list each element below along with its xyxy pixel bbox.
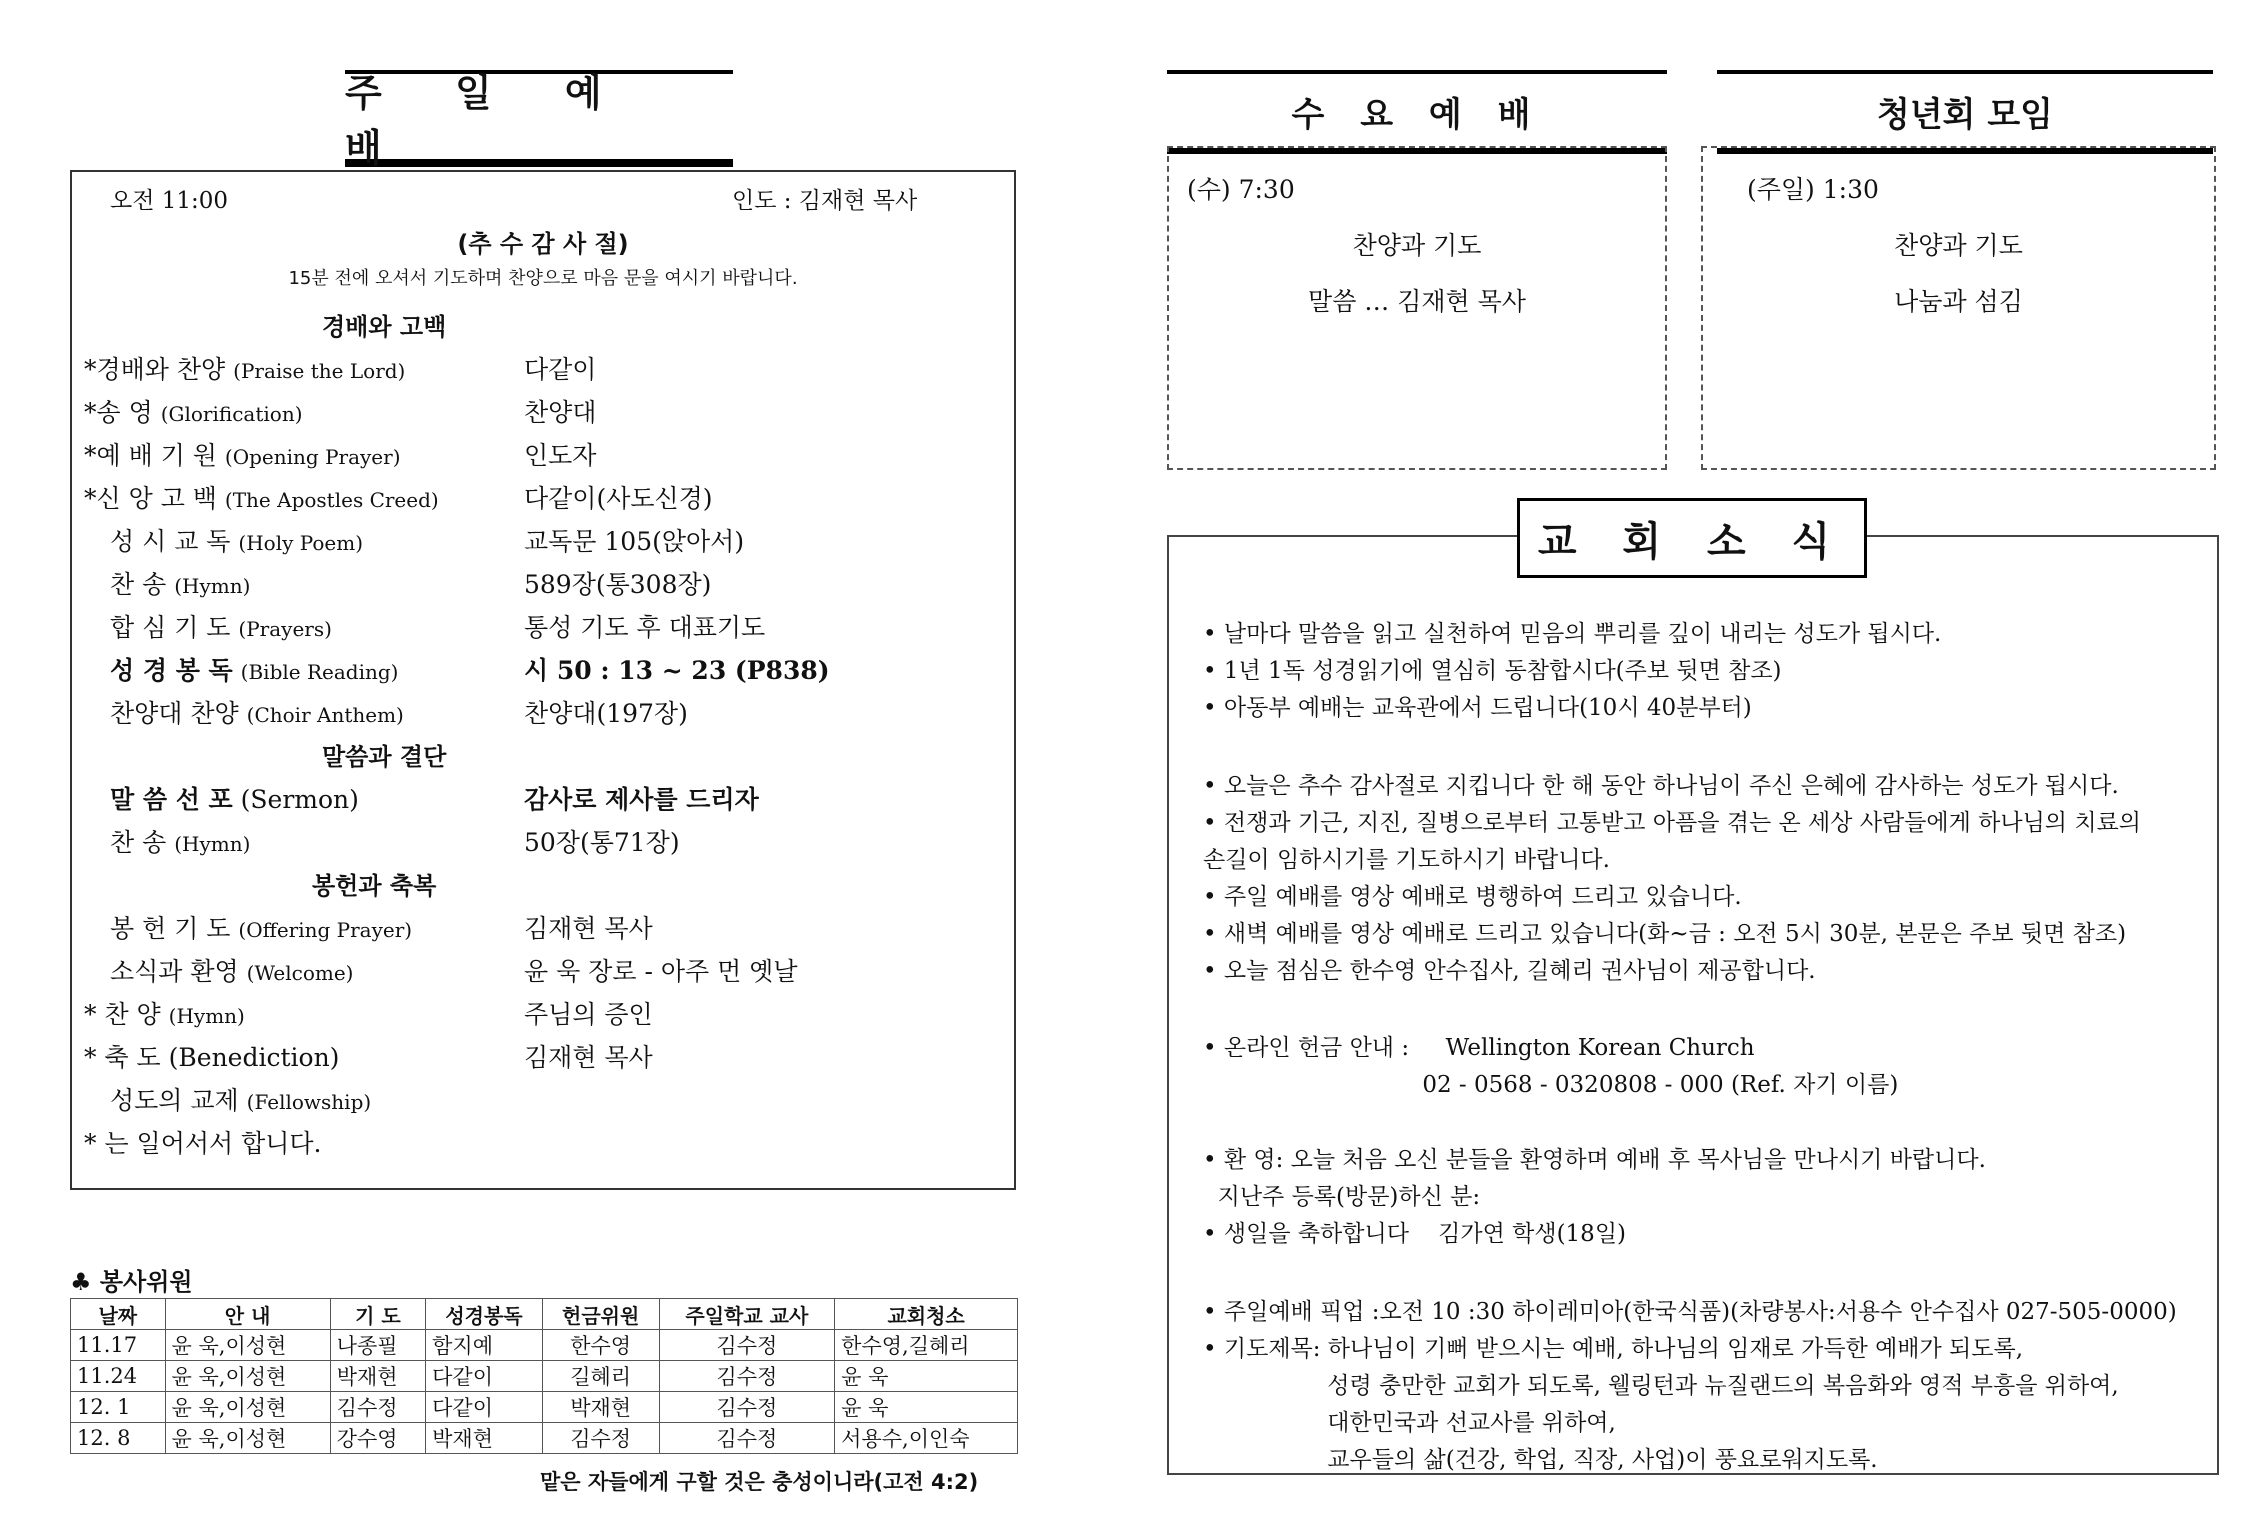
order-item-bible-reading: 성 경 봉 독 (Bible Reading) 시 50 : 13 ~ 23 (P838) bbox=[110, 656, 830, 685]
table-cell: 11.24 bbox=[71, 1361, 166, 1392]
table-cell: 11.17 bbox=[71, 1330, 166, 1361]
order-item: 찬양대 찬양 (Choir Anthem) 찬양대(197장) bbox=[110, 699, 688, 728]
news-item: • 전쟁과 기근, 지진, 질병으로부터 고통받고 아픔을 겪는 온 세상 사람들에게 하나님의 치료의 bbox=[1203, 810, 2141, 836]
order-item: 찬 송 (Hymn) 589장(통308장) bbox=[110, 570, 712, 599]
standing-footnote: * 는 일어서서 합니다. bbox=[84, 1129, 322, 1158]
wednesday-box bbox=[1167, 146, 1667, 470]
table-cell: 윤 욱 bbox=[835, 1361, 1018, 1392]
sunday-service-title: 주 일 예 배 bbox=[345, 70, 733, 167]
table-row bbox=[71, 1423, 1018, 1454]
sunday-order-box bbox=[70, 170, 1016, 1190]
service-committee-table bbox=[70, 1298, 1018, 1454]
table-row bbox=[71, 1330, 1018, 1361]
table-cell: 박재현 bbox=[330, 1361, 425, 1392]
column-header: 교회청소 bbox=[835, 1299, 1018, 1330]
table-cell: 12. 1 bbox=[71, 1392, 166, 1423]
wednesday-time: (수) 7:30 bbox=[1187, 175, 1295, 204]
occasion-label: (추 수 감 사 절) bbox=[457, 230, 629, 258]
table-cell: 김수정 bbox=[330, 1392, 425, 1423]
column-header: 기 도 bbox=[330, 1299, 425, 1330]
news-item: • 오늘 점심은 한수영 안수집사, 길혜리 권사님이 제공합니다. bbox=[1203, 958, 1816, 984]
table-header-row bbox=[71, 1299, 1018, 1330]
table-cell: 윤 욱,이성현 bbox=[165, 1392, 330, 1423]
order-item: * 찬 양 (Hymn) 주님의 증인 bbox=[84, 1000, 653, 1029]
table-cell: 박재현 bbox=[426, 1423, 543, 1454]
news-item: • 날마다 말씀을 읽고 실천하여 믿음의 뿌리를 깊이 내리는 성도가 됩시다. bbox=[1203, 621, 1942, 647]
order-item: *경배와 찬양 (Praise the Lord) 다같이 bbox=[84, 355, 597, 384]
table-row bbox=[71, 1392, 1018, 1423]
table-row bbox=[71, 1361, 1018, 1392]
youth-meeting-title: 청년회 모임 bbox=[1717, 70, 2213, 154]
table-cell: 12. 8 bbox=[71, 1423, 166, 1454]
table-cell: 함지예 bbox=[426, 1330, 543, 1361]
wednesday-service-title: 수 요 예 배 bbox=[1167, 70, 1667, 154]
news-item: • 주일예배 픽업 :오전 10 :30 하이레미아(한국식품)(차량봉사:서용수 안수집사 027-505-0000) bbox=[1203, 1299, 2177, 1325]
table-cell: 김수정 bbox=[659, 1330, 835, 1361]
table-cell: 김수정 bbox=[542, 1423, 659, 1454]
news-item: • 환 영: 오늘 처음 오신 분들을 환영하며 예배 후 목사님을 만나시기 바랍니다. bbox=[1203, 1147, 1986, 1173]
youth-box bbox=[1701, 146, 2216, 470]
news-item: 성령 충만한 교회가 되도록, 웰링턴과 뉴질랜드의 복음화와 영적 부흥을 위하여, bbox=[1203, 1373, 2119, 1399]
table-cell: 김수정 bbox=[659, 1361, 835, 1392]
table-cell: 윤 욱,이성현 bbox=[165, 1423, 330, 1454]
table-cell: 윤 욱,이성현 bbox=[165, 1361, 330, 1392]
table-cell: 강수영 bbox=[330, 1423, 425, 1454]
sunday-leader: 인도 : 김재현 목사 bbox=[732, 188, 918, 214]
service-committee-title: ♣ 봉사위원 bbox=[70, 1268, 193, 1296]
news-item: • 주일 예배를 영상 예배로 병행하여 드리고 있습니다. bbox=[1203, 884, 1742, 910]
order-item: 봉 헌 기 도 (Offering Prayer) 김재현 목사 bbox=[110, 914, 653, 943]
table-cell: 김수정 bbox=[659, 1423, 835, 1454]
table-cell: 윤 욱 bbox=[835, 1392, 1018, 1423]
column-header: 성경봉독 bbox=[426, 1299, 543, 1330]
column-header: 헌금위원 bbox=[542, 1299, 659, 1330]
order-item: 소식과 환영 (Welcome) 윤 욱 장로 - 아주 먼 옛날 bbox=[110, 957, 798, 986]
order-item: * 축 도 (Benediction) 김재현 목사 bbox=[84, 1043, 653, 1072]
closing-verse: 맡은 자들에게 구할 것은 충성이니라(고전 4:2) bbox=[540, 1470, 979, 1494]
order-item: 성 시 교 독 (Holy Poem) 교독문 105(앉아서) bbox=[110, 527, 745, 556]
table-cell: 한수영,길혜리 bbox=[835, 1330, 1018, 1361]
news-item: • 온라인 헌금 안내 : Wellington Korean Church bbox=[1203, 1035, 1755, 1061]
news-item: 손길이 임하시기를 기도하시기 바랍니다. bbox=[1203, 847, 1610, 873]
arrival-notice: 15분 전에 오셔서 기도하며 찬양으로 마음 문을 여시기 바랍니다. bbox=[288, 268, 798, 289]
section-offering-blessing: 봉헌과 축복 bbox=[312, 872, 437, 900]
column-header: 날짜 bbox=[71, 1299, 166, 1330]
table-cell: 길혜리 bbox=[542, 1361, 659, 1392]
news-item: • 1년 1독 성경읽기에 열심히 동참합시다(주보 뒷면 참조) bbox=[1203, 658, 1782, 684]
wednesday-line-praise: 찬양과 기도 bbox=[1352, 231, 1482, 260]
news-item: • 생일을 축하합니다 김가연 학생(18일) bbox=[1203, 1221, 1627, 1247]
youth-line-praise: 찬양과 기도 bbox=[1894, 231, 2023, 260]
church-news-box bbox=[1167, 535, 2219, 1475]
table-cell: 박재현 bbox=[542, 1392, 659, 1423]
order-item: 성도의 교제 (Fellowship) bbox=[110, 1086, 372, 1115]
section-word-decision: 말씀과 결단 bbox=[322, 743, 447, 771]
news-item: • 새벽 예배를 영상 예배로 드리고 있습니다(화~금 : 오전 5시 30분, 본문은 주보 뒷면 참조) bbox=[1203, 921, 2127, 947]
news-item: • 오늘은 추수 감사절로 지킵니다 한 해 동안 하나님이 주신 은혜에 감사하는 성도가 됩시다. bbox=[1203, 773, 2119, 799]
sunday-time: 오전 11:00 bbox=[110, 188, 229, 214]
table-cell: 한수영 bbox=[542, 1330, 659, 1361]
news-item: 대한민국과 선교사를 위하여, bbox=[1203, 1410, 1616, 1436]
table-cell: 다같이 bbox=[426, 1392, 543, 1423]
youth-time: (주일) 1:30 bbox=[1747, 175, 1879, 204]
order-item: 찬 송 (Hymn) 50장(통71장) bbox=[110, 828, 680, 857]
news-item: 02 - 0568 - 0320808 - 000 (Ref. 자기 이름) bbox=[1203, 1072, 1899, 1098]
youth-line-sharing: 나눔과 섬김 bbox=[1894, 287, 2023, 316]
table-cell: 서용수,이인숙 bbox=[835, 1423, 1018, 1454]
order-item-sermon: 말 씀 선 포 (Sermon) 감사로 제사를 드리자 bbox=[110, 785, 759, 814]
table-cell: 나종필 bbox=[330, 1330, 425, 1361]
order-item: *예 배 기 원 (Opening Prayer) 인도자 bbox=[84, 441, 597, 470]
order-item: 합 심 기 도 (Prayers) 통성 기도 후 대표기도 bbox=[110, 613, 766, 642]
table-cell: 다같이 bbox=[426, 1361, 543, 1392]
news-item: • 아동부 예배는 교육관에서 드립니다(10시 40분부터) bbox=[1203, 695, 1752, 721]
church-news-title: 교 회 소 식 bbox=[1517, 498, 1867, 578]
order-item: *송 영 (Glorification) 찬양대 bbox=[84, 398, 597, 427]
table-cell: 김수정 bbox=[659, 1392, 835, 1423]
news-item: 지난주 등록(방문)하신 분: bbox=[1203, 1184, 1481, 1210]
wednesday-line-sermon: 말씀 … 김재현 목사 bbox=[1308, 287, 1526, 316]
news-item: 교우들의 삶(건강, 학업, 직장, 사업)이 풍요로워지도록. bbox=[1203, 1447, 1878, 1473]
table-cell: 윤 욱,이성현 bbox=[165, 1330, 330, 1361]
column-header: 안 내 bbox=[165, 1299, 330, 1330]
section-worship-confession: 경배와 고백 bbox=[322, 313, 447, 341]
column-header: 주일학교 교사 bbox=[659, 1299, 835, 1330]
order-item: *신 앙 고 백 (The Apostles Creed) 다같이(사도신경) bbox=[84, 484, 713, 513]
news-item: • 기도제목: 하나님이 기뻐 받으시는 예배, 하나님의 임재로 가득한 예배가 되도록, bbox=[1203, 1336, 2024, 1362]
